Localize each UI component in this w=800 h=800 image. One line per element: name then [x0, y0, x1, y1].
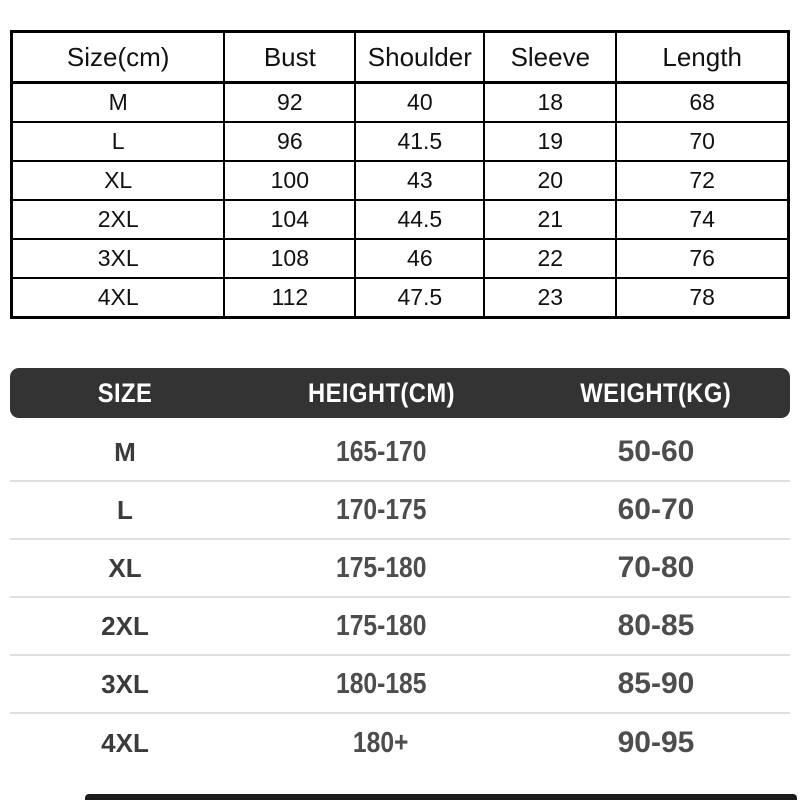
table-cell: 180+ — [353, 726, 409, 759]
table-cell: 47.5 — [356, 277, 485, 316]
table-cell: 50-60 — [617, 435, 695, 468]
header-cell-shoulder: Shoulder — [356, 33, 485, 82]
table-row — [13, 277, 787, 316]
header-cell-sleeve: Sleeve — [485, 33, 617, 82]
table-row — [10, 598, 790, 656]
table-row — [10, 714, 790, 772]
table-row — [13, 82, 787, 121]
table-cell: 44.5 — [356, 199, 485, 238]
table-cell: 72 — [617, 160, 787, 199]
table-cell: 70 — [617, 121, 787, 160]
table-cell: 3XL — [101, 668, 149, 699]
table-cell: 2XL — [13, 199, 225, 238]
table-cell: 90-95 — [617, 726, 695, 759]
table-cell: 60-70 — [617, 493, 695, 526]
table-cell: 40 — [356, 82, 485, 121]
table-cell: 76 — [617, 238, 787, 277]
table-cell: 170-175 — [335, 493, 427, 526]
table-cell: 2XL — [101, 610, 149, 641]
header-cell-length: Length — [617, 33, 787, 82]
table-cell: 92 — [225, 82, 356, 121]
table-cell: 70-80 — [617, 551, 695, 584]
measurement-table-header-row — [13, 33, 787, 82]
table-cell: 108 — [225, 238, 356, 277]
fit-header-weight: WEIGHT(KG) — [580, 377, 732, 408]
table-row — [13, 121, 787, 160]
header-cell-bust: Bust — [225, 33, 356, 82]
table-cell: XL — [108, 552, 142, 583]
table-cell: 96 — [225, 121, 356, 160]
fit-header-size: SIZE — [97, 377, 153, 408]
fit-table-body — [10, 424, 790, 772]
table-cell: 80-85 — [617, 609, 695, 642]
table-row — [10, 656, 790, 714]
table-cell: 21 — [485, 199, 617, 238]
header-cell-size: Size(cm) — [13, 33, 225, 82]
table-cell: 4XL — [101, 727, 149, 758]
table-cell: 100 — [225, 160, 356, 199]
table-cell: L — [117, 494, 133, 525]
table-cell: L — [13, 121, 225, 160]
table-cell: 43 — [356, 160, 485, 199]
table-cell: 46 — [356, 238, 485, 277]
table-cell: 74 — [617, 199, 787, 238]
table-cell: 68 — [617, 82, 787, 121]
table-cell: 165-170 — [335, 435, 427, 468]
table-row — [10, 424, 790, 482]
table-row — [13, 160, 787, 199]
table-row — [13, 199, 787, 238]
table-cell: 18 — [485, 82, 617, 121]
table-cell: M — [13, 82, 225, 121]
table-row — [13, 238, 787, 277]
table-cell: 22 — [485, 238, 617, 277]
table-row — [10, 482, 790, 540]
table-cell: 175-180 — [335, 551, 427, 584]
table-cell: 20 — [485, 160, 617, 199]
table-cell: 175-180 — [335, 609, 427, 642]
table-row — [10, 540, 790, 598]
measurement-table — [10, 30, 790, 319]
table-cell: 104 — [225, 199, 356, 238]
cutoff-header-bar — [85, 794, 797, 800]
table-cell: 4XL — [13, 277, 225, 316]
table-cell: M — [114, 436, 136, 467]
table-cell: 112 — [225, 277, 356, 316]
table-cell: 3XL — [13, 238, 225, 277]
table-cell: 78 — [617, 277, 787, 316]
fit-table-header-bar — [10, 368, 790, 418]
table-cell: 41.5 — [356, 121, 485, 160]
table-cell: 85-90 — [617, 667, 695, 700]
table-cell: 23 — [485, 277, 617, 316]
table-cell: 180-185 — [335, 667, 427, 700]
table-cell: 19 — [485, 121, 617, 160]
table-cell: XL — [13, 160, 225, 199]
fit-header-height: HEIGHT(CM) — [307, 377, 455, 408]
